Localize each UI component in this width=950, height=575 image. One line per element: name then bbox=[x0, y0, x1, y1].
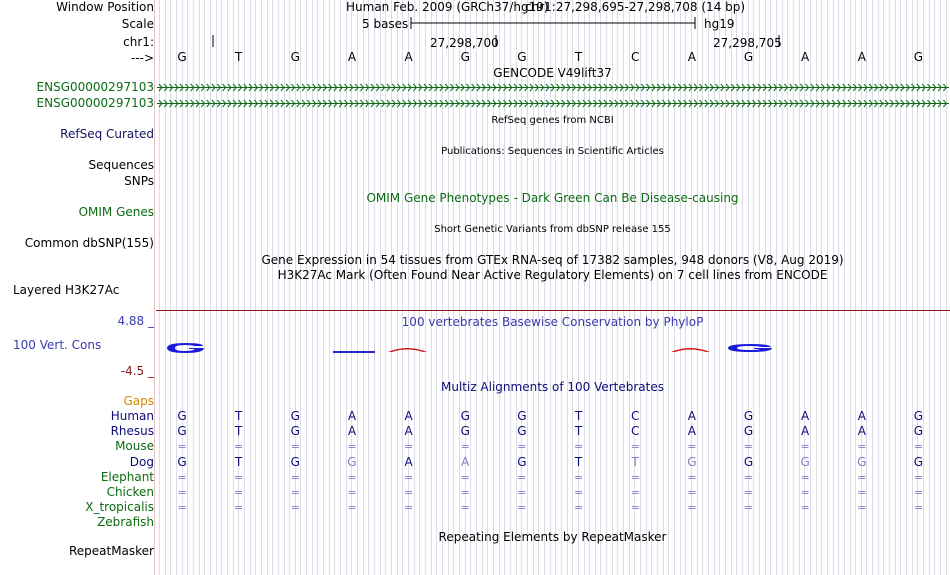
alignment-base: = bbox=[630, 501, 640, 515]
alignment-base: A bbox=[461, 454, 470, 469]
alignment-base: G bbox=[517, 409, 527, 423]
base-letter: A bbox=[801, 50, 810, 64]
alignment-base: G bbox=[743, 424, 754, 439]
chr-label[interactable]: chr1: bbox=[123, 35, 154, 49]
species-label-elephant[interactable]: Elephant bbox=[100, 469, 154, 484]
gencode-item-label[interactable]: ENSG00000297103 bbox=[36, 80, 154, 94]
alignment-base: = bbox=[177, 470, 187, 484]
base-letter: C bbox=[630, 50, 640, 64]
alignment-base: = bbox=[460, 470, 470, 484]
alignment-base: T bbox=[574, 409, 583, 423]
species-label-human[interactable]: Human bbox=[110, 409, 154, 423]
base-arrow-label[interactable]: ---> bbox=[130, 51, 154, 65]
alignment-base: = bbox=[517, 486, 527, 499]
alignment-base: = bbox=[234, 470, 244, 484]
alignment-base: C bbox=[630, 409, 640, 423]
base-letter: A bbox=[347, 50, 357, 64]
cons-min-value: -4.5 _ bbox=[120, 364, 154, 378]
cons-max-value: 4.88 _ bbox=[117, 314, 154, 328]
scale-label[interactable]: Scale bbox=[121, 17, 154, 31]
omim-track-title[interactable]: OMIM Gene Phenotypes - Dark Green Can Be Disease-causing bbox=[366, 191, 739, 205]
base-letter: T bbox=[234, 50, 243, 64]
alignment-base: G bbox=[800, 454, 810, 469]
scale-text: 5 bases bbox=[362, 17, 409, 31]
alignment-base: = bbox=[743, 440, 754, 454]
alignment-base: G bbox=[743, 454, 754, 469]
alignment-base: = bbox=[177, 486, 187, 499]
species-label-mouse[interactable]: Mouse bbox=[115, 439, 154, 454]
alignment-base: A bbox=[404, 424, 413, 439]
alignment-base: = bbox=[913, 501, 924, 515]
h3k27ac-track-title[interactable]: H3K27Ac Mark (Often Found Near Active Regulatory Elements) on 7 cell lines from ENCODE bbox=[277, 268, 828, 282]
position-text: chr1:27,298,695-27,298,708 (14 bp) bbox=[525, 0, 746, 14]
alignment-base: = bbox=[800, 501, 810, 515]
alignment-base: = bbox=[460, 440, 470, 454]
alignment-base: = bbox=[913, 486, 924, 499]
alignment-base: A bbox=[347, 424, 357, 439]
alignment-base: = bbox=[800, 440, 810, 454]
alignment-base: C bbox=[630, 424, 640, 439]
alignment-base: = bbox=[573, 501, 584, 515]
alignment-base: = bbox=[857, 470, 867, 484]
alignment-base: = bbox=[290, 470, 300, 484]
alignment-base: = bbox=[347, 501, 357, 515]
multiz-track-title[interactable]: Multiz Alignments of 100 Vertebrates bbox=[440, 380, 665, 394]
alignment-base: = bbox=[630, 440, 640, 454]
base-letter: G bbox=[460, 50, 470, 64]
base-letter: T bbox=[574, 50, 583, 64]
gencode-track-title[interactable]: GENCODE V49lift37 bbox=[493, 66, 612, 80]
db-text: hg19 bbox=[704, 17, 735, 31]
alignment-base: = bbox=[234, 486, 244, 499]
base-letter: G bbox=[517, 50, 527, 64]
alignment-base: = bbox=[687, 486, 697, 499]
publications-track-title[interactable]: Publications: Sequences in Scientific Articles bbox=[441, 146, 664, 157]
alignment-base: A bbox=[801, 424, 810, 439]
alignment-base: G bbox=[913, 424, 924, 439]
species-label-zebrafish[interactable]: Zebrafish bbox=[97, 515, 154, 530]
alignment-base: T bbox=[574, 454, 583, 469]
alignment-base: G bbox=[290, 409, 300, 423]
dbsnp-track-label[interactable]: Common dbSNP(155) bbox=[24, 236, 154, 250]
alignment-base: = bbox=[347, 470, 357, 484]
alignment-base: T bbox=[574, 424, 583, 439]
snps-track-label[interactable]: SNPs bbox=[124, 174, 154, 188]
conservation-logo bbox=[155, 338, 950, 358]
alignment-base: G bbox=[290, 454, 300, 469]
alignment-base: = bbox=[913, 440, 924, 454]
alignment-base: = bbox=[630, 470, 640, 484]
coord-label-2: 27,298,705 bbox=[713, 36, 782, 50]
alignment-base: = bbox=[687, 501, 697, 515]
conservation-track-label[interactable]: 100 Vert. Cons bbox=[13, 338, 102, 352]
alignment-base: G bbox=[913, 454, 924, 469]
alignment-base: = bbox=[743, 470, 754, 484]
alignment-base: = bbox=[347, 440, 357, 454]
alignment-base: = bbox=[573, 486, 584, 499]
alignment-base: A bbox=[687, 409, 696, 423]
alignment-base: = bbox=[290, 486, 300, 499]
alignment-base: G bbox=[177, 409, 187, 423]
alignment-base: = bbox=[573, 470, 584, 484]
alignment-base: = bbox=[800, 486, 810, 499]
alignment-base: = bbox=[347, 486, 357, 499]
alignment-base: G bbox=[460, 409, 470, 423]
alignment-base: = bbox=[403, 440, 414, 454]
alignment-base: A bbox=[857, 424, 866, 439]
gtex-track-title[interactable]: Gene Expression in 54 tissues from GTEx RNA-seq of 17382 samples, 948 donors (V8, Aug 2019) bbox=[261, 253, 844, 267]
window-position-label[interactable]: Window Position bbox=[56, 0, 154, 14]
alignment-base: A bbox=[404, 409, 413, 423]
alignment-base: = bbox=[177, 501, 187, 515]
alignment-base: = bbox=[177, 440, 187, 454]
alignment-base: G bbox=[347, 454, 357, 469]
base-letter: A bbox=[404, 50, 413, 64]
alignment-base: = bbox=[857, 501, 867, 515]
species-label-chicken[interactable]: Chicken bbox=[106, 485, 154, 499]
alignment-base: = bbox=[234, 440, 244, 454]
gencode-item-label[interactable]: ENSG00000297103 bbox=[36, 96, 154, 110]
alignment-base: G bbox=[177, 424, 187, 439]
alignment-base: A bbox=[404, 454, 413, 469]
alignment-base: = bbox=[687, 470, 697, 484]
alignment-base: G bbox=[290, 424, 300, 439]
alignment-base: G bbox=[857, 454, 867, 469]
dbsnp-track-title[interactable]: Short Genetic Variants from dbSNP release 155 bbox=[434, 224, 671, 235]
alignment-base: T bbox=[234, 454, 243, 469]
alignment-base: = bbox=[857, 486, 867, 499]
alignment-base: = bbox=[800, 470, 810, 484]
alignment-base: T bbox=[631, 454, 639, 469]
alignment-base: = bbox=[913, 470, 924, 484]
alignment-base: A bbox=[857, 409, 866, 423]
species-label-rhesus[interactable]: Rhesus bbox=[110, 424, 154, 439]
h3k27ac-track-label[interactable]: Layered H3K27Ac bbox=[13, 283, 120, 297]
alignment-base: = bbox=[857, 440, 867, 454]
conservation-track-title[interactable]: 100 vertebrates Basewise Conservation by PhyloP bbox=[401, 315, 704, 329]
alignment-base: = bbox=[460, 486, 470, 499]
label-divider bbox=[154, 0, 155, 575]
alignment-base: G bbox=[913, 409, 924, 423]
alignment-base: G bbox=[517, 454, 527, 469]
alignment-base: = bbox=[743, 501, 754, 515]
alignment-base: = bbox=[290, 440, 300, 454]
alignment-base: G bbox=[460, 424, 470, 439]
alignment-base: = bbox=[517, 440, 527, 454]
alignment-base: = bbox=[234, 501, 244, 515]
coordinate-ruler bbox=[155, 32, 950, 50]
sequences-track-label[interactable]: Sequences bbox=[88, 158, 154, 172]
base-letter: G bbox=[743, 50, 754, 64]
omim-track-label[interactable]: OMIM Genes bbox=[78, 205, 154, 219]
alignment-base: G bbox=[687, 454, 697, 469]
alignment-base: = bbox=[517, 501, 527, 515]
alignment-base: = bbox=[403, 501, 414, 515]
species-label-x_tropicalis[interactable]: X_tropicalis bbox=[85, 500, 154, 515]
repeatmasker-track-title[interactable]: Repeating Elements by RepeatMasker bbox=[438, 530, 667, 544]
alignment-base: T bbox=[234, 409, 243, 423]
alignment-base: = bbox=[403, 486, 414, 499]
alignment-base: = bbox=[403, 470, 414, 484]
refseq-track-title[interactable]: RefSeq genes from NCBI bbox=[491, 115, 614, 126]
gencode-gene-feature[interactable] bbox=[157, 83, 949, 92]
gaps-label[interactable]: Gaps bbox=[123, 394, 154, 408]
alignment-base: G bbox=[177, 454, 187, 469]
base-letter: A bbox=[687, 50, 696, 64]
base-letter: G bbox=[290, 50, 300, 64]
alignment-base: = bbox=[573, 440, 584, 454]
gencode-gene-feature[interactable] bbox=[157, 99, 949, 108]
base-letter: G bbox=[913, 50, 924, 64]
alignment-base: = bbox=[630, 486, 640, 499]
coord-label-1: 27,298,700 bbox=[430, 36, 499, 50]
alignment-base: = bbox=[743, 486, 754, 499]
alignment-base: G bbox=[517, 424, 527, 439]
base-letter: G bbox=[177, 50, 187, 64]
alignment-base: A bbox=[801, 409, 810, 423]
base-letter: A bbox=[857, 50, 866, 64]
alignment-base: T bbox=[234, 424, 243, 439]
alignment-base: A bbox=[687, 424, 696, 439]
assembly-text: Human Feb. 2009 (GRCh37/hg19) bbox=[346, 0, 549, 14]
repeatmasker-track-label[interactable]: RepeatMasker bbox=[68, 544, 154, 558]
h3k27ac-signal-line bbox=[156, 310, 950, 311]
alignment-base: = bbox=[517, 470, 527, 484]
species-label-dog[interactable]: Dog bbox=[129, 454, 154, 469]
alignment-base: = bbox=[687, 440, 697, 454]
alignment-base: G bbox=[743, 409, 754, 423]
alignment-base: = bbox=[290, 501, 300, 515]
alignment-base: = bbox=[460, 501, 470, 515]
refseq-track-label[interactable]: RefSeq Curated bbox=[60, 127, 154, 141]
alignment-base: A bbox=[347, 409, 357, 423]
scale-bar bbox=[405, 16, 701, 30]
